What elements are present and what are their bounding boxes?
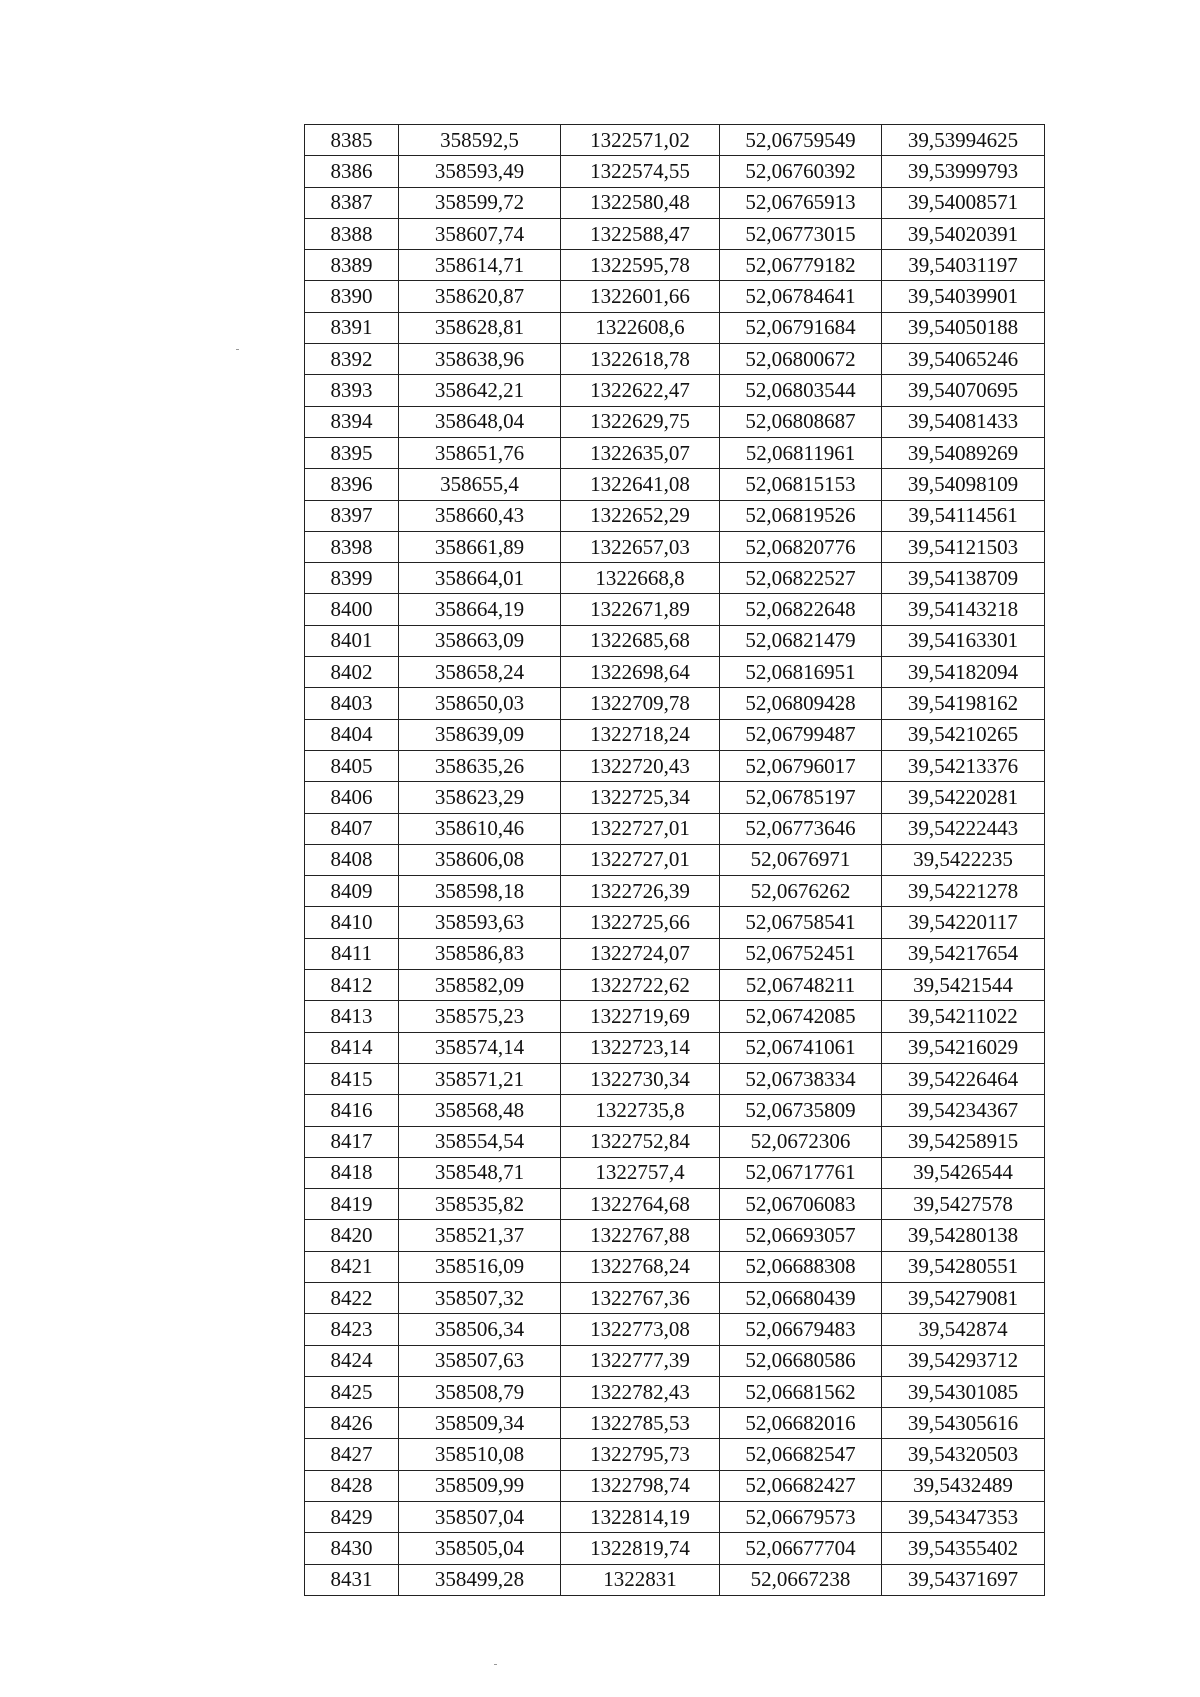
scan-speck — [236, 349, 239, 350]
x-coordinate-cell: 358650,03 — [399, 688, 561, 719]
y-coordinate-cell: 1322757,4 — [561, 1157, 720, 1188]
longitude-cell: 39,54198162 — [882, 688, 1045, 719]
table-row — [305, 970, 1045, 1001]
latitude-cell: 52,06811961 — [720, 437, 882, 468]
table-row — [305, 1564, 1045, 1595]
latitude-cell: 52,06758541 — [720, 907, 882, 938]
table-row — [305, 1126, 1045, 1157]
latitude-cell: 52,06773646 — [720, 813, 882, 844]
x-coordinate-cell: 358642,21 — [399, 375, 561, 406]
point-number-cell: 8409 — [305, 876, 399, 907]
y-coordinate-cell: 1322685,68 — [561, 625, 720, 656]
point-number-cell: 8424 — [305, 1345, 399, 1376]
x-coordinate-cell: 358521,37 — [399, 1220, 561, 1251]
point-number-cell: 8398 — [305, 531, 399, 562]
point-number-cell: 8427 — [305, 1439, 399, 1470]
point-number-cell: 8431 — [305, 1564, 399, 1595]
x-coordinate-cell: 358661,89 — [399, 531, 561, 562]
point-number-cell: 8426 — [305, 1408, 399, 1439]
y-coordinate-cell: 1322641,08 — [561, 469, 720, 500]
table-row — [305, 782, 1045, 813]
y-coordinate-cell: 1322722,62 — [561, 970, 720, 1001]
longitude-cell: 39,53994625 — [882, 125, 1045, 156]
x-coordinate-cell: 358651,76 — [399, 437, 561, 468]
point-number-cell: 8404 — [305, 719, 399, 750]
table-row — [305, 719, 1045, 750]
table-row — [305, 1001, 1045, 1032]
y-coordinate-cell: 1322622,47 — [561, 375, 720, 406]
point-number-cell: 8399 — [305, 563, 399, 594]
latitude-cell: 52,06815153 — [720, 469, 882, 500]
longitude-cell: 39,5421544 — [882, 970, 1045, 1001]
table-row — [305, 1502, 1045, 1533]
longitude-cell: 39,54065246 — [882, 344, 1045, 375]
x-coordinate-cell: 358658,24 — [399, 657, 561, 688]
x-coordinate-cell: 358614,71 — [399, 250, 561, 281]
table-row — [305, 876, 1045, 907]
longitude-cell: 39,5432489 — [882, 1470, 1045, 1501]
x-coordinate-cell: 358586,83 — [399, 938, 561, 969]
point-number-cell: 8418 — [305, 1157, 399, 1188]
x-coordinate-cell: 358610,46 — [399, 813, 561, 844]
y-coordinate-cell: 1322768,24 — [561, 1251, 720, 1282]
point-number-cell: 8387 — [305, 187, 399, 218]
point-number-cell: 8422 — [305, 1282, 399, 1313]
latitude-cell: 52,06785197 — [720, 782, 882, 813]
coordinates-table-body — [305, 125, 1045, 1596]
longitude-cell: 39,54039901 — [882, 281, 1045, 312]
point-number-cell: 8391 — [305, 312, 399, 343]
y-coordinate-cell: 1322580,48 — [561, 187, 720, 218]
x-coordinate-cell: 358598,18 — [399, 876, 561, 907]
table-row — [305, 250, 1045, 281]
longitude-cell: 39,54301085 — [882, 1376, 1045, 1407]
x-coordinate-cell: 358554,54 — [399, 1126, 561, 1157]
x-coordinate-cell: 358639,09 — [399, 719, 561, 750]
table-row — [305, 187, 1045, 218]
point-number-cell: 8421 — [305, 1251, 399, 1282]
table-row — [305, 218, 1045, 249]
latitude-cell: 52,06679573 — [720, 1502, 882, 1533]
longitude-cell: 39,54070695 — [882, 375, 1045, 406]
latitude-cell: 52,06816951 — [720, 657, 882, 688]
longitude-cell: 39,54222443 — [882, 813, 1045, 844]
point-number-cell: 8415 — [305, 1063, 399, 1094]
table-row — [305, 500, 1045, 531]
latitude-cell: 52,06803544 — [720, 375, 882, 406]
latitude-cell: 52,0672306 — [720, 1126, 882, 1157]
x-coordinate-cell: 358506,34 — [399, 1314, 561, 1345]
point-number-cell: 8410 — [305, 907, 399, 938]
y-coordinate-cell: 1322718,24 — [561, 719, 720, 750]
table-row — [305, 1189, 1045, 1220]
longitude-cell: 39,54081433 — [882, 406, 1045, 437]
table-row — [305, 657, 1045, 688]
table-row — [305, 1063, 1045, 1094]
y-coordinate-cell: 1322588,47 — [561, 218, 720, 249]
longitude-cell: 39,54182094 — [882, 657, 1045, 688]
longitude-cell: 39,542874 — [882, 1314, 1045, 1345]
longitude-cell: 39,54217654 — [882, 938, 1045, 969]
y-coordinate-cell: 1322571,02 — [561, 125, 720, 156]
point-number-cell: 8419 — [305, 1189, 399, 1220]
latitude-cell: 52,06760392 — [720, 156, 882, 187]
y-coordinate-cell: 1322727,01 — [561, 813, 720, 844]
longitude-cell: 39,54210265 — [882, 719, 1045, 750]
longitude-cell: 39,54098109 — [882, 469, 1045, 500]
table-row — [305, 1314, 1045, 1345]
point-number-cell: 8408 — [305, 844, 399, 875]
table-row — [305, 1408, 1045, 1439]
latitude-cell: 52,0676262 — [720, 876, 882, 907]
longitude-cell: 39,54143218 — [882, 594, 1045, 625]
longitude-cell: 39,54050188 — [882, 312, 1045, 343]
y-coordinate-cell: 1322814,19 — [561, 1502, 720, 1533]
latitude-cell: 52,06717761 — [720, 1157, 882, 1188]
y-coordinate-cell: 1322709,78 — [561, 688, 720, 719]
latitude-cell: 52,06791684 — [720, 312, 882, 343]
y-coordinate-cell: 1322735,8 — [561, 1095, 720, 1126]
latitude-cell: 52,06765913 — [720, 187, 882, 218]
point-number-cell: 8414 — [305, 1032, 399, 1063]
y-coordinate-cell: 1322798,74 — [561, 1470, 720, 1501]
longitude-cell: 39,54220281 — [882, 782, 1045, 813]
y-coordinate-cell: 1322618,78 — [561, 344, 720, 375]
latitude-cell: 52,06742085 — [720, 1001, 882, 1032]
longitude-cell: 39,54089269 — [882, 437, 1045, 468]
table-row — [305, 156, 1045, 187]
point-number-cell: 8393 — [305, 375, 399, 406]
x-coordinate-cell: 358516,09 — [399, 1251, 561, 1282]
latitude-cell: 52,06800672 — [720, 344, 882, 375]
table-row — [305, 625, 1045, 656]
longitude-cell: 39,54258915 — [882, 1126, 1045, 1157]
table-row — [305, 938, 1045, 969]
point-number-cell: 8413 — [305, 1001, 399, 1032]
y-coordinate-cell: 1322752,84 — [561, 1126, 720, 1157]
y-coordinate-cell: 1322719,69 — [561, 1001, 720, 1032]
x-coordinate-cell: 358568,48 — [399, 1095, 561, 1126]
x-coordinate-cell: 358620,87 — [399, 281, 561, 312]
table-row — [305, 750, 1045, 781]
latitude-cell: 52,06682427 — [720, 1470, 882, 1501]
x-coordinate-cell: 358548,71 — [399, 1157, 561, 1188]
x-coordinate-cell: 358660,43 — [399, 500, 561, 531]
table-row — [305, 594, 1045, 625]
table-row — [305, 375, 1045, 406]
table-row — [305, 1376, 1045, 1407]
latitude-cell: 52,06738334 — [720, 1063, 882, 1094]
table-row — [305, 1095, 1045, 1126]
point-number-cell: 8390 — [305, 281, 399, 312]
y-coordinate-cell: 1322782,43 — [561, 1376, 720, 1407]
point-number-cell: 8420 — [305, 1220, 399, 1251]
latitude-cell: 52,06679483 — [720, 1314, 882, 1345]
point-number-cell: 8397 — [305, 500, 399, 531]
latitude-cell: 52,06748211 — [720, 970, 882, 1001]
table-row — [305, 907, 1045, 938]
x-coordinate-cell: 358535,82 — [399, 1189, 561, 1220]
point-number-cell: 8394 — [305, 406, 399, 437]
latitude-cell: 52,06796017 — [720, 750, 882, 781]
point-number-cell: 8395 — [305, 437, 399, 468]
latitude-cell: 52,06773015 — [720, 218, 882, 249]
longitude-cell: 39,54320503 — [882, 1439, 1045, 1470]
longitude-cell: 39,54138709 — [882, 563, 1045, 594]
y-coordinate-cell: 1322668,8 — [561, 563, 720, 594]
point-number-cell: 8417 — [305, 1126, 399, 1157]
point-number-cell: 8402 — [305, 657, 399, 688]
longitude-cell: 39,54355402 — [882, 1533, 1045, 1564]
y-coordinate-cell: 1322608,6 — [561, 312, 720, 343]
table-row — [305, 1032, 1045, 1063]
point-number-cell: 8386 — [305, 156, 399, 187]
coordinates-table — [304, 124, 1045, 1596]
longitude-cell: 39,5426544 — [882, 1157, 1045, 1188]
longitude-cell: 39,54213376 — [882, 750, 1045, 781]
longitude-cell: 39,54031197 — [882, 250, 1045, 281]
x-coordinate-cell: 358582,09 — [399, 970, 561, 1001]
x-coordinate-cell: 358510,08 — [399, 1439, 561, 1470]
x-coordinate-cell: 358638,96 — [399, 344, 561, 375]
point-number-cell: 8396 — [305, 469, 399, 500]
latitude-cell: 52,06784641 — [720, 281, 882, 312]
table-row — [305, 1439, 1045, 1470]
point-number-cell: 8392 — [305, 344, 399, 375]
table-row — [305, 813, 1045, 844]
y-coordinate-cell: 1322657,03 — [561, 531, 720, 562]
y-coordinate-cell: 1322773,08 — [561, 1314, 720, 1345]
latitude-cell: 52,06822527 — [720, 563, 882, 594]
table-row — [305, 281, 1045, 312]
table-row — [305, 1282, 1045, 1313]
longitude-cell: 39,5422235 — [882, 844, 1045, 875]
latitude-cell: 52,06677704 — [720, 1533, 882, 1564]
x-coordinate-cell: 358593,49 — [399, 156, 561, 187]
y-coordinate-cell: 1322819,74 — [561, 1533, 720, 1564]
latitude-cell: 52,06820776 — [720, 531, 882, 562]
table-row — [305, 1157, 1045, 1188]
point-number-cell: 8403 — [305, 688, 399, 719]
latitude-cell: 52,06821479 — [720, 625, 882, 656]
longitude-cell: 39,54226464 — [882, 1063, 1045, 1094]
y-coordinate-cell: 1322777,39 — [561, 1345, 720, 1376]
point-number-cell: 8428 — [305, 1470, 399, 1501]
table-row — [305, 469, 1045, 500]
table-row — [305, 688, 1045, 719]
y-coordinate-cell: 1322601,66 — [561, 281, 720, 312]
longitude-cell: 39,54211022 — [882, 1001, 1045, 1032]
table-row — [305, 125, 1045, 156]
latitude-cell: 52,0667238 — [720, 1564, 882, 1595]
latitude-cell: 52,06680586 — [720, 1345, 882, 1376]
y-coordinate-cell: 1322727,01 — [561, 844, 720, 875]
table-row — [305, 531, 1045, 562]
y-coordinate-cell: 1322764,68 — [561, 1189, 720, 1220]
table-row — [305, 1220, 1045, 1251]
table-row — [305, 1345, 1045, 1376]
y-coordinate-cell: 1322652,29 — [561, 500, 720, 531]
longitude-cell: 39,54371697 — [882, 1564, 1045, 1595]
table-row — [305, 406, 1045, 437]
y-coordinate-cell: 1322767,36 — [561, 1282, 720, 1313]
y-coordinate-cell: 1322595,78 — [561, 250, 720, 281]
x-coordinate-cell: 358593,63 — [399, 907, 561, 938]
latitude-cell: 52,06680439 — [720, 1282, 882, 1313]
latitude-cell: 52,06706083 — [720, 1189, 882, 1220]
longitude-cell: 39,54163301 — [882, 625, 1045, 656]
longitude-cell: 39,54221278 — [882, 876, 1045, 907]
longitude-cell: 39,54305616 — [882, 1408, 1045, 1439]
longitude-cell: 39,54220117 — [882, 907, 1045, 938]
longitude-cell: 39,54293712 — [882, 1345, 1045, 1376]
point-number-cell: 8407 — [305, 813, 399, 844]
longitude-cell: 39,54280551 — [882, 1251, 1045, 1282]
point-number-cell: 8385 — [305, 125, 399, 156]
x-coordinate-cell: 358628,81 — [399, 312, 561, 343]
latitude-cell: 52,06693057 — [720, 1220, 882, 1251]
x-coordinate-cell: 358499,28 — [399, 1564, 561, 1595]
point-number-cell: 8412 — [305, 970, 399, 1001]
x-coordinate-cell: 358509,99 — [399, 1470, 561, 1501]
point-number-cell: 8406 — [305, 782, 399, 813]
y-coordinate-cell: 1322795,73 — [561, 1439, 720, 1470]
x-coordinate-cell: 358574,14 — [399, 1032, 561, 1063]
y-coordinate-cell: 1322726,39 — [561, 876, 720, 907]
y-coordinate-cell: 1322720,43 — [561, 750, 720, 781]
x-coordinate-cell: 358505,04 — [399, 1533, 561, 1564]
point-number-cell: 8423 — [305, 1314, 399, 1345]
y-coordinate-cell: 1322724,07 — [561, 938, 720, 969]
longitude-cell: 39,54280138 — [882, 1220, 1045, 1251]
y-coordinate-cell: 1322629,75 — [561, 406, 720, 437]
point-number-cell: 8401 — [305, 625, 399, 656]
longitude-cell: 39,54234367 — [882, 1095, 1045, 1126]
latitude-cell: 52,06819526 — [720, 500, 882, 531]
x-coordinate-cell: 358663,09 — [399, 625, 561, 656]
point-number-cell: 8430 — [305, 1533, 399, 1564]
x-coordinate-cell: 358655,4 — [399, 469, 561, 500]
x-coordinate-cell: 358575,23 — [399, 1001, 561, 1032]
longitude-cell: 39,54114561 — [882, 500, 1045, 531]
x-coordinate-cell: 358507,04 — [399, 1502, 561, 1533]
point-number-cell: 8389 — [305, 250, 399, 281]
y-coordinate-cell: 1322698,64 — [561, 657, 720, 688]
latitude-cell: 52,06682547 — [720, 1439, 882, 1470]
longitude-cell: 39,54347353 — [882, 1502, 1045, 1533]
point-number-cell: 8425 — [305, 1376, 399, 1407]
scan-speck — [494, 1664, 497, 1665]
table-row — [305, 1470, 1045, 1501]
latitude-cell: 52,06735809 — [720, 1095, 882, 1126]
latitude-cell: 52,06688308 — [720, 1251, 882, 1282]
latitude-cell: 52,06809428 — [720, 688, 882, 719]
x-coordinate-cell: 358664,01 — [399, 563, 561, 594]
longitude-cell: 39,5427578 — [882, 1189, 1045, 1220]
latitude-cell: 52,06759549 — [720, 125, 882, 156]
latitude-cell: 52,06752451 — [720, 938, 882, 969]
y-coordinate-cell: 1322725,66 — [561, 907, 720, 938]
latitude-cell: 52,06808687 — [720, 406, 882, 437]
table-row — [305, 344, 1045, 375]
latitude-cell: 52,06779182 — [720, 250, 882, 281]
point-number-cell: 8411 — [305, 938, 399, 969]
x-coordinate-cell: 358509,34 — [399, 1408, 561, 1439]
point-number-cell: 8388 — [305, 218, 399, 249]
y-coordinate-cell: 1322831 — [561, 1564, 720, 1595]
x-coordinate-cell: 358664,19 — [399, 594, 561, 625]
latitude-cell: 52,06681562 — [720, 1376, 882, 1407]
table-row — [305, 563, 1045, 594]
x-coordinate-cell: 358635,26 — [399, 750, 561, 781]
x-coordinate-cell: 358606,08 — [399, 844, 561, 875]
y-coordinate-cell: 1322730,34 — [561, 1063, 720, 1094]
x-coordinate-cell: 358507,32 — [399, 1282, 561, 1313]
x-coordinate-cell: 358607,74 — [399, 218, 561, 249]
latitude-cell: 52,06682016 — [720, 1408, 882, 1439]
latitude-cell: 52,06822648 — [720, 594, 882, 625]
table-row — [305, 844, 1045, 875]
point-number-cell: 8429 — [305, 1502, 399, 1533]
y-coordinate-cell: 1322725,34 — [561, 782, 720, 813]
x-coordinate-cell: 358599,72 — [399, 187, 561, 218]
table-row — [305, 1251, 1045, 1282]
y-coordinate-cell: 1322635,07 — [561, 437, 720, 468]
y-coordinate-cell: 1322785,53 — [561, 1408, 720, 1439]
x-coordinate-cell: 358592,5 — [399, 125, 561, 156]
y-coordinate-cell: 1322723,14 — [561, 1032, 720, 1063]
y-coordinate-cell: 1322574,55 — [561, 156, 720, 187]
latitude-cell: 52,06799487 — [720, 719, 882, 750]
x-coordinate-cell: 358623,29 — [399, 782, 561, 813]
table-row — [305, 312, 1045, 343]
x-coordinate-cell: 358508,79 — [399, 1376, 561, 1407]
point-number-cell: 8400 — [305, 594, 399, 625]
x-coordinate-cell: 358571,21 — [399, 1063, 561, 1094]
longitude-cell: 39,53999793 — [882, 156, 1045, 187]
table-row — [305, 437, 1045, 468]
y-coordinate-cell: 1322671,89 — [561, 594, 720, 625]
latitude-cell: 52,0676971 — [720, 844, 882, 875]
longitude-cell: 39,54121503 — [882, 531, 1045, 562]
longitude-cell: 39,54216029 — [882, 1032, 1045, 1063]
y-coordinate-cell: 1322767,88 — [561, 1220, 720, 1251]
longitude-cell: 39,54008571 — [882, 187, 1045, 218]
x-coordinate-cell: 358507,63 — [399, 1345, 561, 1376]
longitude-cell: 39,54020391 — [882, 218, 1045, 249]
point-number-cell: 8416 — [305, 1095, 399, 1126]
longitude-cell: 39,54279081 — [882, 1282, 1045, 1313]
point-number-cell: 8405 — [305, 750, 399, 781]
latitude-cell: 52,06741061 — [720, 1032, 882, 1063]
x-coordinate-cell: 358648,04 — [399, 406, 561, 437]
table-row — [305, 1533, 1045, 1564]
